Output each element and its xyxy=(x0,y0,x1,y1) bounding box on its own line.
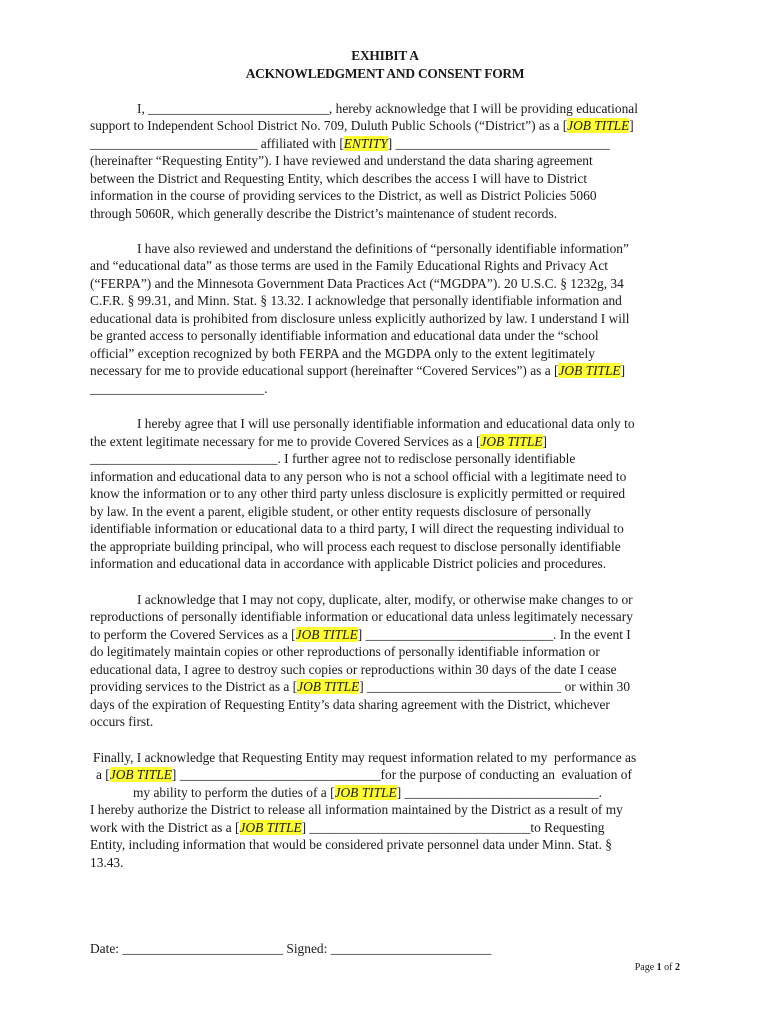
text-line: the extent legitimate necessary for me to provide Covered Services as a [JOB TITLE] xyxy=(90,434,548,449)
text-line: C.F.R. § 99.31, and Minn. Stat. § 13.32. I acknowledge that personally identifiable information and xyxy=(90,293,622,308)
text-line: know the information or to any other third party unless disclosure is explicitly permitted or required xyxy=(90,486,626,501)
text-line: be granted access to personally identifiable information and educational data under the “school xyxy=(90,328,599,343)
exhibit-heading: EXHIBIT A xyxy=(351,48,419,63)
text-line: days of the expiration of Requesting Entity’s data sharing agreement with the District, whichever xyxy=(90,697,610,712)
job-title-placeholder: JOB TITLE xyxy=(480,434,543,449)
text-line: by law. In the event a parent, eligible student, or other entity requests disclosure of personally xyxy=(90,504,592,519)
job-title-placeholder: JOB TITLE xyxy=(239,820,302,835)
text-line: I hereby authorize the District to release all information maintained by the District as a result of my xyxy=(90,802,623,817)
text-line: identifiable information or educational data to a third party, I will direct the requesting individual to xyxy=(90,521,624,536)
text-line: 13.43. xyxy=(90,855,124,870)
text-line: to perform the Covered Services as a [JOB TITLE] ____________________________. In the event I xyxy=(90,627,631,642)
date-field[interactable]: ________________________ xyxy=(122,941,284,956)
text-line: information and educational data in accordance with applicable District policies and procedures. xyxy=(90,556,607,571)
text-line: through 5060R, which generally describe the District’s maintenance of student records. xyxy=(90,206,558,221)
form-title: ACKNOWLEDGMENT AND CONSENT FORM xyxy=(245,66,525,81)
text-line: the appropriate building principal, who will process each request to disclose personally identifiable xyxy=(90,539,621,554)
text-line: a [JOB TITLE] ______________________________for the purpose of conducting an evaluation of xyxy=(96,767,632,782)
text-line: do legitimately maintain copies or other reproductions of personally identifiable information or xyxy=(90,644,600,659)
text-line: (hereinafter “Requesting Entity”). I have reviewed and understand the data sharing agreement xyxy=(90,153,593,168)
signature-field[interactable]: ________________________ xyxy=(330,941,492,956)
text-line: and “educational data” as those terms are used in the Family Educational Rights and Privacy Act xyxy=(90,258,608,273)
text-line: information in the course of providing services to the District, as well as District Policies 5060 xyxy=(90,188,597,203)
text-line: I, ___________________________, hereby acknowledge that I will be providing educational xyxy=(137,101,638,116)
text-line: ____________________________. I further agree not to redisclose personally identifiable xyxy=(90,451,576,466)
text-line: Entity, including information that would be considered private personnel data under Minn. Stat. § xyxy=(90,837,612,852)
signed-label: Signed: xyxy=(283,941,331,956)
job-title-placeholder: JOB TITLE xyxy=(297,679,360,694)
job-title-placeholder: JOB TITLE xyxy=(558,363,621,378)
job-title-placeholder: JOB TITLE xyxy=(109,767,172,782)
job-title-placeholder: JOB TITLE xyxy=(334,785,397,800)
text-line: Finally, I acknowledge that Requesting Entity may request information related to my performance as xyxy=(93,750,637,765)
job-title-placeholder: JOB TITLE xyxy=(295,627,358,642)
text-line: _________________________ affiliated with [ENTITY] ________________________________ xyxy=(90,136,610,151)
text-line: between the District and Requesting Entity, which describes the access I will have to District xyxy=(90,171,588,186)
text-line: occurs first. xyxy=(90,714,154,729)
text-line: educational data is prohibited from disclosure unless explicitly authorized by law. I understand I will xyxy=(90,311,630,326)
text-line: I hereby agree that I will use personally identifiable information and educational data only to xyxy=(137,416,635,431)
text-line: educational data, I agree to destroy such copies or reproductions within 30 days of the date I cease xyxy=(90,662,617,677)
text-line: providing services to the District as a [JOB TITLE] _____________________________ or within 30 xyxy=(90,679,631,694)
job-title-placeholder: JOB TITLE xyxy=(567,118,630,133)
text-line: (“FERPA”) and the Minnesota Government Data Practices Act (“MGDPA”). 20 U.S.C. § 1232g, 34 xyxy=(90,276,624,291)
text-line: information and educational data to any person who is not a school official with a legitimate need to xyxy=(90,469,627,484)
text-line: my ability to perform the duties of a [JOB TITLE] _____________________________. xyxy=(133,785,603,800)
page-number: Page 1 of 2 xyxy=(634,962,680,973)
text-line: work with the District as a [JOB TITLE] _________________________________to Requesting xyxy=(90,820,605,835)
text-line: necessary for me to provide educational support (hereinafter “Covered Services”) as a [JOB TITLE] xyxy=(90,363,626,378)
text-line: __________________________. xyxy=(90,381,268,396)
signature-line xyxy=(90,940,491,957)
text-line: I have also reviewed and understand the definitions of “personally identifiable information” xyxy=(137,241,629,256)
text-line: official” exception recognized by both FERPA and the MGDPA only to the extent legitimately xyxy=(90,346,595,361)
text-line: reproductions of personally identifiable information or educational data unless legitimately necessary xyxy=(90,609,633,624)
text-line: I acknowledge that I may not copy, duplicate, alter, modify, or otherwise make changes to or xyxy=(137,592,633,607)
date-label: Date: xyxy=(90,941,123,956)
text-line: support to Independent School District No. 709, Duluth Public Schools (“District”) as a [JOB TITLE] xyxy=(90,118,634,133)
entity-placeholder: ENTITY xyxy=(343,136,388,151)
